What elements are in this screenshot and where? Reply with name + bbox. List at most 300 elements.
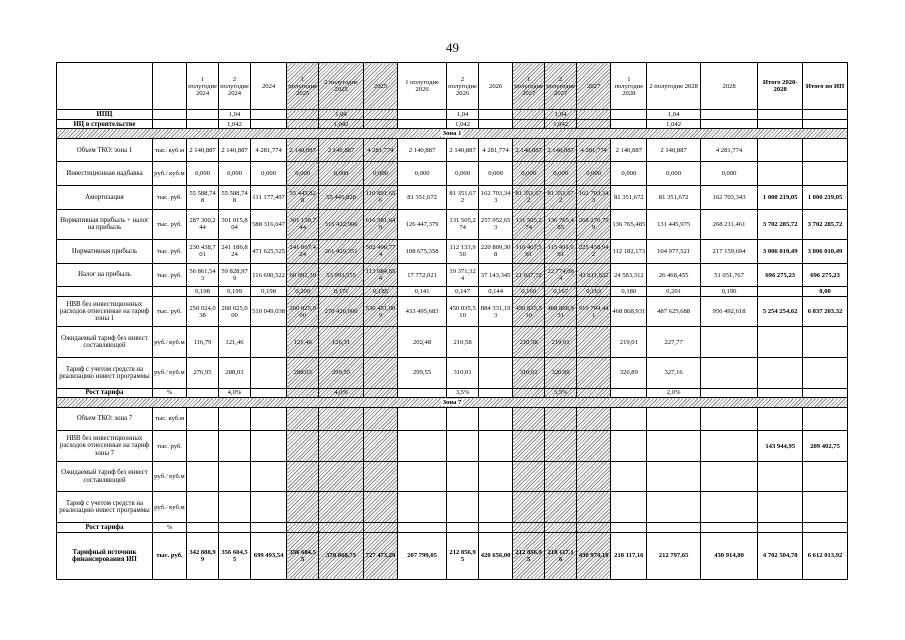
table-cell: [250, 327, 286, 358]
table-cell: [479, 110, 513, 120]
column-header: 2 полугодие 2027: [545, 63, 577, 110]
table-cell: 227,77: [647, 327, 700, 358]
table-cell: 2 140,887: [647, 138, 700, 162]
table-cell: [219, 407, 251, 431]
table-cell: 1,04: [545, 110, 577, 120]
unit-cell: [152, 287, 186, 296]
table-cell: 0,000: [545, 162, 577, 186]
table-row: [57, 240, 848, 264]
table-cell: 420 656,00: [479, 532, 513, 579]
table-cell: [611, 431, 647, 462]
column-header: 2026: [479, 63, 513, 110]
zone-title: Зона 1: [442, 130, 462, 138]
column-header: 2025: [363, 63, 397, 110]
table-row: [57, 209, 848, 240]
table-cell: 301 158,744: [287, 209, 319, 240]
table-cell: 110 891,656: [363, 185, 397, 209]
page-number: 49: [446, 40, 459, 55]
table-cell: 3 702 285,72: [803, 209, 848, 240]
row-label: Тариф с учетом средств на реализацию инвест программы: [57, 357, 153, 388]
table-cell: 2 140,887: [219, 138, 251, 162]
table-cell: 0,000: [187, 162, 219, 186]
table-row: [57, 431, 848, 462]
column-header: 2 полугодие 2028: [647, 63, 700, 110]
table-cell: [398, 523, 447, 533]
table-cell: 126,31: [319, 327, 364, 358]
table-cell: [513, 492, 545, 523]
table-cell: 0,000: [219, 162, 251, 186]
table-row: [57, 357, 848, 388]
table-cell: [758, 110, 803, 120]
table-cell: 4 281,774: [363, 138, 397, 162]
table-cell: [187, 431, 219, 462]
table-cell: [363, 407, 397, 431]
table-cell: 471 625,525: [250, 240, 286, 264]
table-cell: [611, 523, 647, 533]
table-cell: 502 496,774: [363, 240, 397, 264]
row-label: ИЦ в строительстве: [57, 119, 153, 129]
table-cell: [647, 407, 700, 431]
row-label: Нормативная прибыль: [57, 240, 153, 264]
unit-cell: тыс. куб.м: [152, 138, 186, 162]
table-cell: [479, 388, 513, 398]
table-cell: [363, 523, 397, 533]
table-cell: [758, 287, 803, 296]
table-cell: [513, 110, 545, 120]
table-cell: 0,000: [250, 162, 286, 186]
unit-cell: руб./ куб.м: [152, 327, 186, 358]
table-cell: 26 468,455: [647, 263, 700, 287]
table-cell: 17 772,021: [398, 263, 447, 287]
table-cell: [319, 492, 364, 523]
table-cell: [398, 110, 447, 120]
table-cell: 0,000: [577, 162, 611, 186]
table-cell: [363, 431, 397, 462]
table-cell: [363, 492, 397, 523]
table-cell: 699 493,54: [250, 532, 286, 579]
table-cell: [577, 357, 611, 388]
table-cell: [250, 388, 286, 398]
table-cell: 2 140,887: [545, 138, 577, 162]
table-cell: 288,03: [287, 357, 319, 388]
table-cell: 433 495,683: [398, 296, 447, 327]
table-cell: [647, 492, 700, 523]
table-cell: 0,000: [479, 162, 513, 186]
table-cell: 510 049,038: [250, 296, 286, 327]
table-cell: [187, 461, 219, 492]
table-cell: 0,167: [545, 287, 577, 296]
table-cell: 1,04: [219, 110, 251, 120]
table-cell: 219,01: [545, 327, 577, 358]
table-cell: [363, 357, 397, 388]
table-cell: 487 625,688: [647, 296, 700, 327]
table-cell: [803, 110, 848, 120]
table-cell: [803, 461, 848, 492]
table-cell: [700, 407, 758, 431]
row-label: ИПЦ: [57, 110, 153, 120]
table-cell: [219, 461, 251, 492]
table-cell: [611, 492, 647, 523]
table-cell: [250, 523, 286, 533]
table-cell: 2 140,887: [611, 138, 647, 162]
unit-cell: тыс. руб.: [152, 296, 186, 327]
table-cell: [700, 461, 758, 492]
table-cell: [287, 461, 319, 492]
table-cell: [398, 407, 447, 431]
table-cell: 136 765,485: [545, 209, 577, 240]
table-cell: 126 447,379: [398, 209, 447, 240]
table-cell: 0,000: [363, 162, 397, 186]
table-cell: [513, 119, 545, 129]
table-cell: 696 275,23: [758, 263, 803, 287]
table-cell: 4 281,774: [479, 138, 513, 162]
table-cell: 261 429,351: [319, 240, 364, 264]
column-header: 1 полугодие 2025: [287, 63, 319, 110]
table-cell: [287, 388, 319, 398]
table-cell: 217 159,694: [700, 240, 758, 264]
table-cell: 55 588,748: [219, 185, 251, 209]
table-cell: [803, 162, 848, 186]
table-cell: 108 675,358: [398, 240, 447, 264]
table-row: [57, 532, 848, 579]
table-row: [57, 388, 848, 398]
table-cell: [219, 431, 251, 462]
row-label: Инвестиционная надбавка: [57, 162, 153, 186]
table-cell: 60 091,30: [287, 263, 319, 287]
table-cell: [803, 357, 848, 388]
table-cell: 162 703,343: [479, 185, 513, 209]
table-cell: [447, 461, 479, 492]
table-cell: [577, 119, 611, 129]
table-cell: [803, 407, 848, 431]
table-cell: [758, 138, 803, 162]
table-cell: 919 704,441: [577, 296, 611, 327]
unit-cell: %: [152, 388, 186, 398]
table-cell: [803, 492, 848, 523]
table-cell: 450 835,510: [513, 296, 545, 327]
table-cell: 2 140,887: [319, 138, 364, 162]
row-label: Тарифный источник финансирования ИП: [57, 532, 153, 579]
unit-cell: тыс. куб.м: [152, 407, 186, 431]
table-row: [57, 287, 848, 296]
table-cell: 212 797,65: [647, 532, 700, 579]
table-cell: 212 856,95: [513, 532, 545, 579]
table-cell: [187, 119, 219, 129]
table-cell: 209 402,75: [803, 431, 848, 462]
table-cell: 1,042: [545, 119, 577, 129]
table-cell: 6 612 013,92: [803, 532, 848, 579]
table-cell: [287, 407, 319, 431]
table-cell: [219, 523, 251, 533]
table-cell: 299,55: [319, 357, 364, 388]
table-cell: [447, 431, 479, 462]
table-cell: 210,58: [513, 327, 545, 358]
table-cell: 104 977,521: [647, 240, 700, 264]
table-cell: 162 703,343: [577, 185, 611, 209]
table-cell: [479, 431, 513, 462]
table-cell: [545, 492, 577, 523]
table-cell: [577, 407, 611, 431]
table-cell: [287, 119, 319, 129]
table-cell: 288,03: [219, 357, 251, 388]
table-cell: 315 422,906: [319, 209, 364, 240]
table-cell: 81 351,672: [447, 185, 479, 209]
table-cell: 230 438,701: [187, 240, 219, 264]
table-cell: [513, 461, 545, 492]
table-cell: [250, 461, 286, 492]
table-cell: 241 186,824: [219, 240, 251, 264]
table-cell: 5 254 254,62: [758, 296, 803, 327]
table-cell: 257 952,653: [479, 209, 513, 240]
row-label: [57, 287, 153, 296]
table-cell: 116 690,522: [250, 263, 286, 287]
table-cell: [758, 119, 803, 129]
table-cell: [545, 431, 577, 462]
table-cell: [363, 327, 397, 358]
table-cell: 3,5%: [447, 388, 479, 398]
table-cell: [758, 407, 803, 431]
table-cell: 0,000: [398, 162, 447, 186]
table-cell: 241 067,424: [287, 240, 319, 264]
table-cell: 0,190: [700, 287, 758, 296]
table-cell: 0,000: [287, 162, 319, 186]
table-cell: 225 458,942: [577, 240, 611, 264]
table-cell: 1,042: [647, 119, 700, 129]
table-cell: 0,185: [363, 287, 397, 296]
financing-table: [56, 62, 848, 580]
table-cell: [545, 407, 577, 431]
table-row: [57, 492, 848, 523]
zone-band-cell: [57, 129, 848, 138]
table-cell: 37 143,345: [479, 263, 513, 287]
table-cell: 0,000: [447, 162, 479, 186]
table-cell: [758, 162, 803, 186]
column-header: 2027: [577, 63, 611, 110]
table-cell: 143 944,95: [758, 431, 803, 462]
table-cell: 276,95: [187, 357, 219, 388]
table-cell: 310,01: [513, 357, 545, 388]
table-cell: [803, 523, 848, 533]
row-label: Ожидаемый тариф без инвест составляющей: [57, 327, 153, 358]
table-cell: 0,000: [700, 162, 758, 186]
table-cell: [758, 492, 803, 523]
table-cell: 0,200: [287, 287, 319, 296]
table-cell: [758, 388, 803, 398]
column-header: 2024: [250, 63, 286, 110]
unit-cell: тыс. руб.: [152, 431, 186, 462]
table-cell: [577, 431, 611, 462]
table-cell: 1,04: [447, 110, 479, 120]
row-label: НВВ без инвестиционных расходов отнесенные на тариф зоны 1: [57, 296, 153, 327]
table-cell: [479, 492, 513, 523]
table-cell: 588 316,047: [250, 209, 286, 240]
table-cell: 81 351,672: [647, 185, 700, 209]
table-cell: 212 856,95: [447, 532, 479, 579]
zone-band: [57, 398, 848, 407]
table-cell: [250, 407, 286, 431]
table-row: [57, 461, 848, 492]
row-label: Рост тарифа: [57, 388, 153, 398]
table-cell: 1,04: [647, 110, 700, 120]
table-cell: 220 809,308: [479, 240, 513, 264]
table-cell: [577, 461, 611, 492]
table-cell: [187, 110, 219, 120]
table-cell: 270 426,000: [319, 296, 364, 327]
table-cell: [398, 431, 447, 462]
row-label: Нормативная прибыль + налог на прибыль: [57, 209, 153, 240]
table-cell: [250, 357, 286, 388]
table-cell: 356 604,55: [287, 532, 319, 579]
zone-title: Зона 7: [442, 398, 462, 406]
table-row: [57, 162, 848, 186]
table-cell: 2 140,887: [513, 138, 545, 162]
table-cell: 0,198: [250, 287, 286, 296]
table-cell: [700, 327, 758, 358]
table-cell: [647, 431, 700, 462]
table-row: [57, 119, 848, 129]
table-cell: [479, 407, 513, 431]
table-cell: 219,01: [611, 327, 647, 358]
table-cell: [398, 461, 447, 492]
table-cell: [611, 461, 647, 492]
table-cell: 268 270,759: [577, 209, 611, 240]
table-row: [57, 407, 848, 431]
zone-band-cell: [57, 398, 848, 407]
zone-band: [57, 129, 848, 138]
column-header: Итого 2020-2028: [758, 63, 803, 110]
table-cell: [287, 492, 319, 523]
table-cell: 356 604,55: [219, 532, 251, 579]
table-cell: [447, 407, 479, 431]
unit-cell: руб./ куб.м: [152, 162, 186, 186]
table-cell: 207 799,05: [398, 532, 447, 579]
table-cell: 81 351,672: [398, 185, 447, 209]
table-cell: 4 281,774: [577, 138, 611, 162]
table-cell: [319, 407, 364, 431]
table-cell: [611, 110, 647, 120]
table-cell: [758, 327, 803, 358]
table-cell: 342 888,99: [187, 532, 219, 579]
table-cell: 4,0%: [319, 388, 364, 398]
column-header: 1 полугодие 2028: [611, 63, 647, 110]
unit-cell: [152, 110, 186, 120]
unit-cell: руб./ куб.м: [152, 461, 186, 492]
table-cell: [803, 388, 848, 398]
table-cell: [513, 431, 545, 462]
table-cell: [319, 523, 364, 533]
table-cell: 616 581,649: [363, 209, 397, 240]
table-cell: [250, 431, 286, 462]
table-cell: 268 211,461: [700, 209, 758, 240]
table-cell: 468 868,931: [611, 296, 647, 327]
table-cell: 250 024,038: [187, 296, 219, 327]
table-cell: 6 837 203,32: [803, 296, 848, 327]
column-header: 2 полугодие 2025: [319, 63, 364, 110]
table-cell: 81 351,672: [545, 185, 577, 209]
table-cell: 0,00: [803, 287, 848, 296]
table-cell: [803, 327, 848, 358]
table-cell: 19 371,324: [447, 263, 479, 287]
column-header: [57, 63, 153, 110]
table-cell: [700, 388, 758, 398]
table-cell: 55 445,828: [287, 185, 319, 209]
table-cell: [250, 119, 286, 129]
table-row: [57, 185, 848, 209]
table-cell: [700, 431, 758, 462]
table-cell: 0,171: [319, 287, 364, 296]
table-cell: [803, 119, 848, 129]
table-cell: [700, 523, 758, 533]
table-cell: 2 140,887: [398, 138, 447, 162]
table-cell: [363, 388, 397, 398]
table-cell: 430 974,10: [577, 532, 611, 579]
table-cell: 24 583,312: [611, 263, 647, 287]
table-cell: [250, 110, 286, 120]
table-cell: 884 331,193: [479, 296, 513, 327]
table-cell: 0,160: [513, 287, 545, 296]
table-cell: 110 467,591: [513, 240, 545, 264]
table-cell: 1,04: [319, 110, 364, 120]
table-cell: 218 117,16: [545, 532, 577, 579]
table-cell: 0,180: [611, 287, 647, 296]
table-cell: 2 140,887: [287, 138, 319, 162]
table-cell: 4,0%: [219, 388, 251, 398]
table-cell: 0,201: [647, 287, 700, 296]
table-cell: 3,5%: [545, 388, 577, 398]
table-cell: [319, 461, 364, 492]
table-cell: 56 861,543: [187, 263, 219, 287]
table-cell: 131 505,274: [447, 209, 479, 240]
table-cell: 301 015,804: [219, 209, 251, 240]
table-cell: [700, 110, 758, 120]
table-cell: 0,198: [187, 287, 219, 296]
unit-cell: %: [152, 523, 186, 533]
table-cell: 1,042: [319, 119, 364, 129]
table-cell: 3 006 010,49: [758, 240, 803, 264]
table-row: [57, 327, 848, 358]
table-cell: [513, 523, 545, 533]
table-cell: [577, 523, 611, 533]
table-cell: [577, 388, 611, 398]
table-row: [57, 296, 848, 327]
table-cell: 0,000: [513, 162, 545, 186]
table-cell: 327,16: [647, 357, 700, 388]
table-row: [57, 110, 848, 120]
table-cell: 0,199: [219, 287, 251, 296]
row-label: НВВ без инвестиционных расходов отнесенные на тариф зоны 7: [57, 431, 153, 462]
table-cell: [363, 461, 397, 492]
table-cell: [479, 523, 513, 533]
table-cell: 0,141: [398, 287, 447, 296]
table-cell: 0,144: [479, 287, 513, 296]
table-cell: [577, 492, 611, 523]
table-cell: 4 702 504,78: [758, 532, 803, 579]
table-cell: 59 828,979: [219, 263, 251, 287]
table-cell: 43 811,832: [577, 263, 611, 287]
table-cell: 2 140,887: [187, 138, 219, 162]
table-cell: [447, 492, 479, 523]
table-cell: 131 445,975: [647, 209, 700, 240]
table-cell: [700, 119, 758, 129]
table-cell: 116,79: [187, 327, 219, 358]
column-header: 2028: [700, 63, 758, 110]
table-cell: 202,48: [398, 327, 447, 358]
table-cell: 287 300,244: [187, 209, 219, 240]
table-cell: [187, 388, 219, 398]
table-cell: [187, 492, 219, 523]
table-cell: [700, 492, 758, 523]
table-cell: 3 702 285,72: [758, 209, 803, 240]
